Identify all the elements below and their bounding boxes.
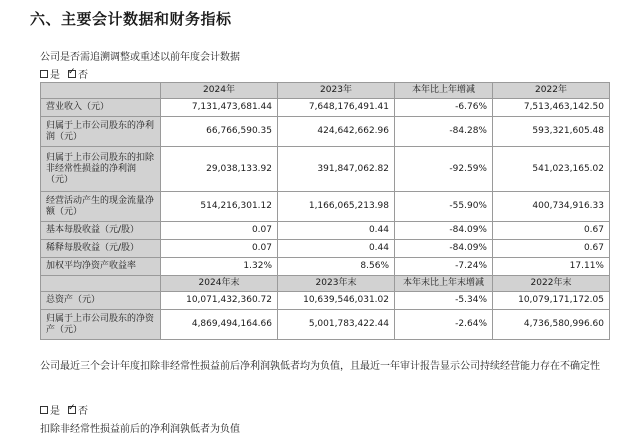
- checkbox-yes[interactable]: [40, 406, 48, 414]
- cell-value: -84.28%: [395, 117, 493, 147]
- header-cell: 2022年末: [493, 276, 610, 292]
- cell-value: 7,648,176,491.41: [278, 99, 395, 117]
- cell-value: 8.56%: [278, 258, 395, 276]
- header-cell: 2024年末: [161, 276, 278, 292]
- row-label: 经营活动产生的现金流量净额（元）: [41, 192, 161, 222]
- row-label: 归属于上市公司股东的扣除非经常性损益的净利润（元）: [41, 147, 161, 192]
- header-cell: [41, 276, 161, 292]
- cell-value: 0.07: [161, 240, 278, 258]
- cell-value: -2.64%: [395, 310, 493, 340]
- cell-value: 391,847,062.82: [278, 147, 395, 192]
- header-cell: 本年比上年增减: [395, 83, 493, 99]
- cell-value: 10,071,432,360.72: [161, 292, 278, 310]
- checkbox-no-label: 否: [78, 406, 88, 417]
- cell-value: 17.11%: [493, 258, 610, 276]
- cell-value: 29,038,133.92: [161, 147, 278, 192]
- table-row: [41, 258, 610, 276]
- cell-value: 1.32%: [161, 258, 278, 276]
- cell-value: 0.44: [278, 240, 395, 258]
- row-label: 归属于上市公司股东的净资产（元）: [41, 310, 161, 340]
- table-row: [41, 310, 610, 340]
- table-row: [41, 117, 610, 147]
- cell-value: -84.09%: [395, 240, 493, 258]
- table-row: [41, 292, 610, 310]
- checkbox-yes-label: 是: [50, 406, 60, 417]
- cell-value: 4,736,580,996.60: [493, 310, 610, 340]
- header-cell: 2024年: [161, 83, 278, 99]
- header-cell: [41, 83, 161, 99]
- cell-value: 7,513,463,142.50: [493, 99, 610, 117]
- row-label: 基本每股收益（元/股）: [41, 222, 161, 240]
- table-row: [41, 222, 610, 240]
- cell-value: 10,079,171,172.05: [493, 292, 610, 310]
- table-row: [41, 99, 610, 117]
- cell-value: 10,639,546,031.02: [278, 292, 395, 310]
- header-cell: 本年末比上年末增减: [395, 276, 493, 292]
- cell-value: 424,642,662.96: [278, 117, 395, 147]
- section-title: 六、主要会计数据和财务指标: [30, 10, 232, 28]
- cell-value: 0.67: [493, 222, 610, 240]
- table-row: [41, 240, 610, 258]
- header-cell: 2023年末: [278, 276, 395, 292]
- checkbox-yes-label: 是: [50, 70, 60, 81]
- header-cell: 2022年: [493, 83, 610, 99]
- checkbox-no[interactable]: [68, 70, 76, 78]
- checkbox-yes[interactable]: [40, 70, 48, 78]
- cell-value: 541,023,165.02: [493, 147, 610, 192]
- table-header-row: [41, 83, 610, 99]
- cell-value: -55.90%: [395, 192, 493, 222]
- lower-profit-note: 扣除非经常性损益前后的净利润孰低者为负值: [40, 424, 240, 435]
- checkbox-no-label: 否: [78, 70, 88, 81]
- restate-choice: [40, 66, 94, 81]
- cell-value: 0.44: [278, 222, 395, 240]
- header-cell: 2023年: [278, 83, 395, 99]
- cell-value: 7,131,473,681.44: [161, 99, 278, 117]
- financial-indicators-table: [40, 82, 610, 340]
- restate-question: 公司是否需追溯调整或重述以前年度会计数据: [40, 52, 240, 63]
- table-header-row: [41, 276, 610, 292]
- cell-value: 400,734,916.33: [493, 192, 610, 222]
- checkbox-no[interactable]: [68, 406, 76, 414]
- cell-value: -5.34%: [395, 292, 493, 310]
- cell-value: -7.24%: [395, 258, 493, 276]
- row-label: 归属于上市公司股东的净利润（元）: [41, 117, 161, 147]
- cell-value: -84.09%: [395, 222, 493, 240]
- cell-value: -6.76%: [395, 99, 493, 117]
- cell-value: 66,766,590.35: [161, 117, 278, 147]
- row-label: 加权平均净资产收益率: [41, 258, 161, 276]
- cell-value: -92.59%: [395, 147, 493, 192]
- going-concern-choice: [40, 402, 94, 417]
- table-row: [41, 192, 610, 222]
- table-row: [41, 147, 610, 192]
- cell-value: 4,869,494,164.66: [161, 310, 278, 340]
- cell-value: 1,166,065,213.98: [278, 192, 395, 222]
- cell-value: 514,216,301.12: [161, 192, 278, 222]
- row-label: 营业收入（元）: [41, 99, 161, 117]
- row-label: 稀释每股收益（元/股）: [41, 240, 161, 258]
- cell-value: 5,001,783,422.44: [278, 310, 395, 340]
- cell-value: 593,321,605.48: [493, 117, 610, 147]
- cell-value: 0.07: [161, 222, 278, 240]
- going-concern-question: 公司最近三个会计年度扣除非经常性损益前后净利润孰低者均为负值，且最近一年审计报告显示公司持续经营能力存在不确定性: [40, 361, 600, 372]
- cell-value: 0.67: [493, 240, 610, 258]
- row-label: 总资产（元）: [41, 292, 161, 310]
